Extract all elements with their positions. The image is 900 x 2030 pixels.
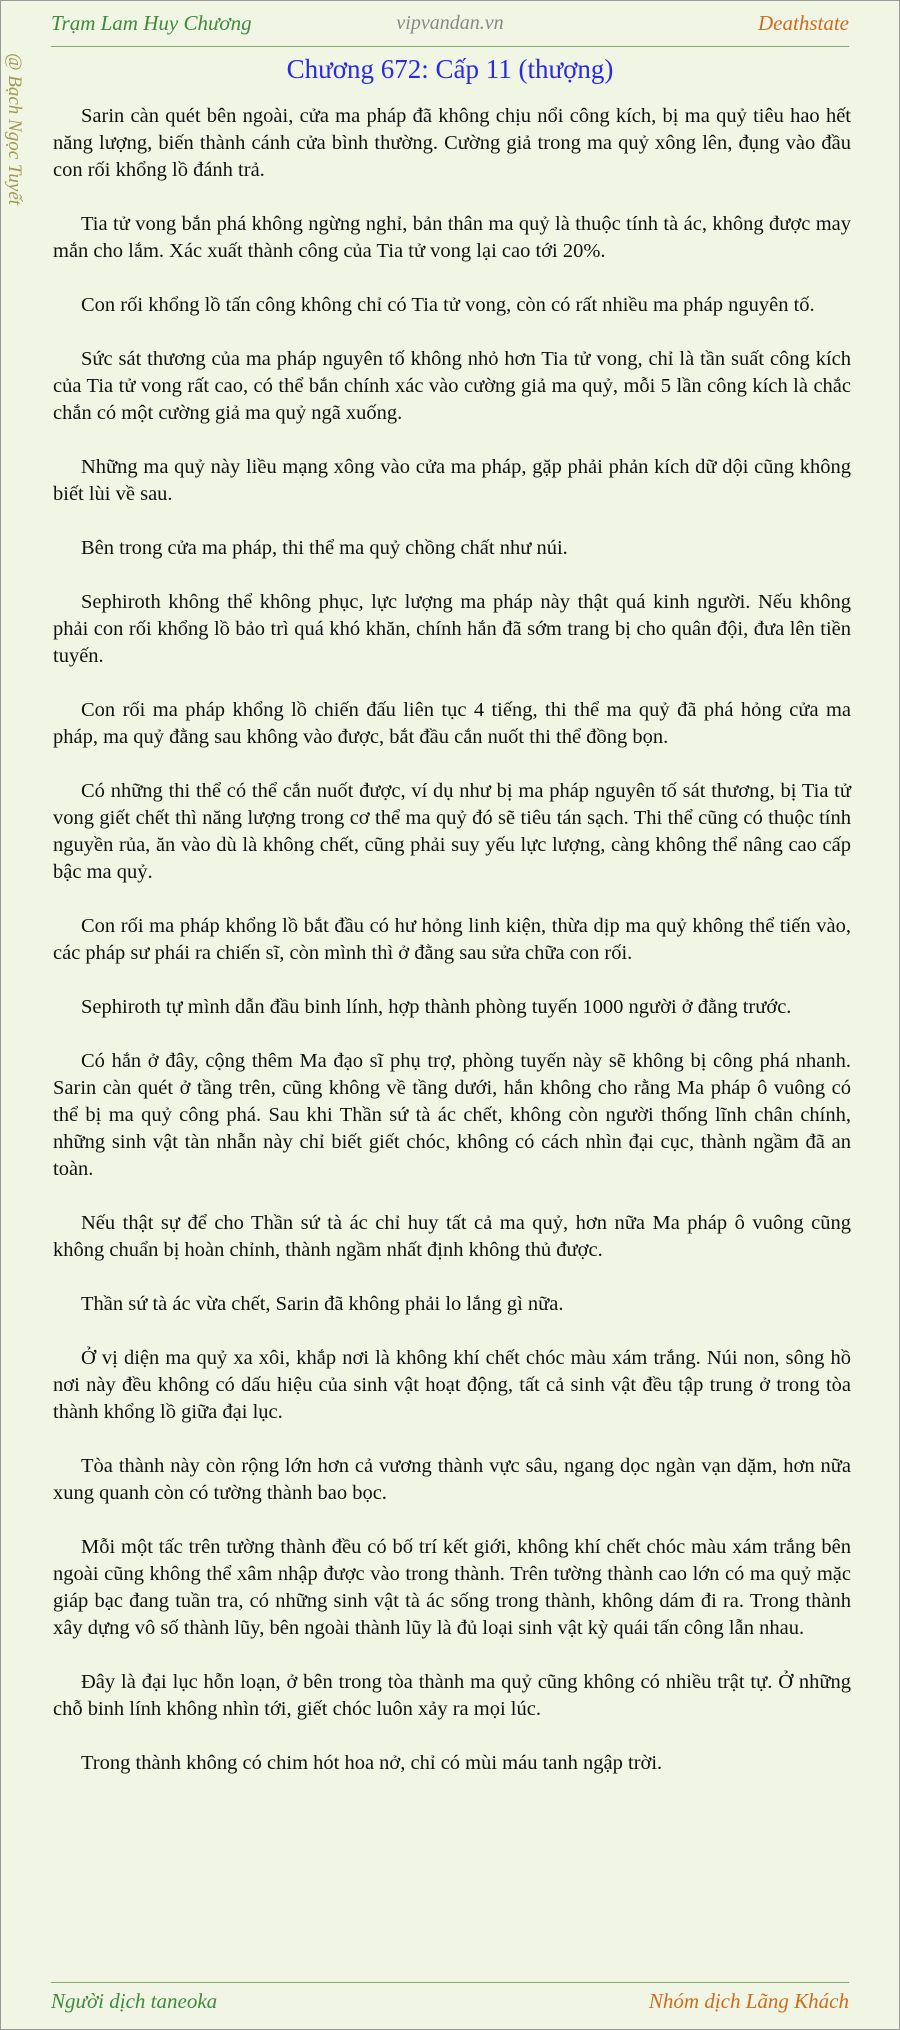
paragraph: Có những thi thể có thể cắn nuốt được, ví dụ như bị ma pháp nguyên tố sát thương, bị Tia tử vong giết chết thì năng lượng trong cơ thể ma quỷ đó sẽ tiêu tán sạch. Thi thể cũng có thuộc tính nguyền rủa, ăn vào dù là không chết, cũng phải suy yếu lực lượng, càng không thể nâng cao cấp bậc ma quỷ.: [53, 780, 851, 883]
page-header: [51, 8, 849, 38]
paragraph: Con rối khổng lồ tấn công không chỉ có Tia tử vong, còn có rất nhiều ma pháp nguyên tố.: [81, 294, 815, 316]
paragraph: Sephiroth không thể không phục, lực lượng ma pháp này thật quá kinh người. Nếu không phải con rối khổng lồ bảo trì quá khó khăn, chính hắn đã sớm trang bị cho quân đội, đưa lên tiền tuyến.: [53, 591, 851, 667]
header-site: vipvandan.vn: [396, 12, 504, 34]
footer-translator: Người dịch taneoka: [51, 1989, 218, 2013]
paragraph: Con rối ma pháp khổng lồ bắt đầu có hư hỏng linh kiện, thừa dịp ma quỷ không thể tiến vào, các pháp sư phái ra chiến sĩ, còn mình thì ở đằng sau sửa chữa con rối.: [53, 915, 851, 964]
paragraph: Sức sát thương của ma pháp nguyên tố không nhỏ hơn Tia tử vong, chỉ là tần suất công kích của Tia tử vong rất cao, có thể bắn chính xác vào cường giả ma quỷ, mỗi 5 lần công kích là chắc chắn có một cường giả ma quỷ ngã xuống.: [53, 348, 851, 424]
header-series-title: Trạm Lam Huy Chương: [51, 11, 252, 35]
side-watermark-text: @ Bạch Ngọc Tuyết: [4, 53, 25, 206]
paragraph: Thần sứ tà ác vừa chết, Sarin đã không phải lo lắng gì nữa.: [81, 1293, 564, 1315]
paragraph: Con rối ma pháp khổng lồ chiến đấu liên tục 4 tiếng, thi thể ma quỷ đã phá hỏng cửa ma pháp, ma quỷ đằng sau không vào được, bắt đầu cắn nuốt thi thể đồng bọn.: [53, 699, 851, 748]
paragraph: Có hắn ở đây, cộng thêm Ma đạo sĩ phụ trợ, phòng tuyến này sẽ không bị công phá nhanh. Sarin càn quét ở tầng trên, cũng không về tầng dưới, hắn không cho rằng Ma pháp ô vuông có thể bị ma quỷ công phá. Sau khi Thần sứ tà ác chết, không còn người thống lĩnh chân chính, những sinh vật tàn nhẫn này chỉ biết giết chóc, không có cách nhìn đại cục, thành ngầm đã an toàn.: [53, 1050, 851, 1180]
header-divider: [51, 46, 849, 47]
paragraph: Những ma quỷ này liều mạng xông vào cửa ma pháp, gặp phải phản kích dữ dội cũng không biết lùi về sau.: [53, 456, 851, 505]
paragraph: Trong thành không có chim hót hoa nở, chỉ có mùi máu tanh ngập trời.: [81, 1752, 663, 1774]
chapter-title: Chương 672: Cấp 11 (thượng): [286, 54, 614, 84]
chapter-body: [53, 103, 851, 1804]
paragraph: Sephiroth tự mình dẫn đầu binh lính, hợp thành phòng tuyến 1000 người ở đằng trước.: [81, 996, 792, 1018]
footer-divider: [51, 1982, 849, 1983]
footer-group: Nhóm dịch Lãng Khách: [648, 1989, 849, 2013]
paragraph: Mỗi một tấc trên tường thành đều có bố trí kết giới, không khí chết chóc màu xám trắng bên ngoài cũng không thể xâm nhập được vào trong thành. Trên tường thành cao lớn có ma quỷ mặc giáp bạc đang tuần tra, có những sinh vật tà ác sống trong thành, không dám đi ra. Trong thành xây dựng vô số thành lũy, bên ngoài thành lũy là đủ loại sinh vật kỳ quái tấn công lẫn nhau.: [53, 1536, 851, 1639]
paragraph: Tia tử vong bắn phá không ngừng nghỉ, bản thân ma quỷ là thuộc tính tà ác, không được may mắn cho lắm. Xác xuất thành công của Tia tử vong lại cao tới 20%.: [53, 213, 851, 262]
paragraph: Sarin càn quét bên ngoài, cửa ma pháp đã không chịu nổi công kích, bị ma quỷ tiêu hao hết năng lượng, biến thành cánh cửa bình thường. Cường giả trong ma quỷ xông lên, đụng vào đầu con rối khổng lồ đánh trả.: [53, 105, 851, 181]
page-footer: [51, 1986, 849, 2016]
paragraph: Đây là đại lục hỗn loạn, ở bên trong tòa thành ma quỷ cũng không có nhiều trật tự. Ở những chỗ binh lính không nhìn tới, giết chóc luôn xảy ra mọi lúc.: [53, 1671, 851, 1720]
paragraph: Tòa thành này còn rộng lớn hơn cả vương thành vực sâu, ngang dọc ngàn vạn dặm, hơn nữa xung quanh còn có tường thành bao bọc.: [53, 1455, 851, 1504]
paragraph: Nếu thật sự để cho Thần sứ tà ác chỉ huy tất cả ma quỷ, hơn nữa Ma pháp ô vuông cũng không chuẩn bị hoàn chỉnh, thành ngầm nhất định không thủ được.: [53, 1212, 851, 1261]
header-author: Deathstate: [758, 11, 849, 35]
paragraph: Ở vị diện ma quỷ xa xôi, khắp nơi là không khí chết chóc màu xám trắng. Núi non, sông hồ nơi này đều không có dấu hiệu của sinh vật hoạt động, tất cả sinh vật đều tập trung ở trong tòa thành khổng lồ giữa đại lục.: [53, 1347, 851, 1423]
paragraph: Bên trong cửa ma pháp, thi thể ma quỷ chồng chất như núi.: [81, 537, 568, 559]
